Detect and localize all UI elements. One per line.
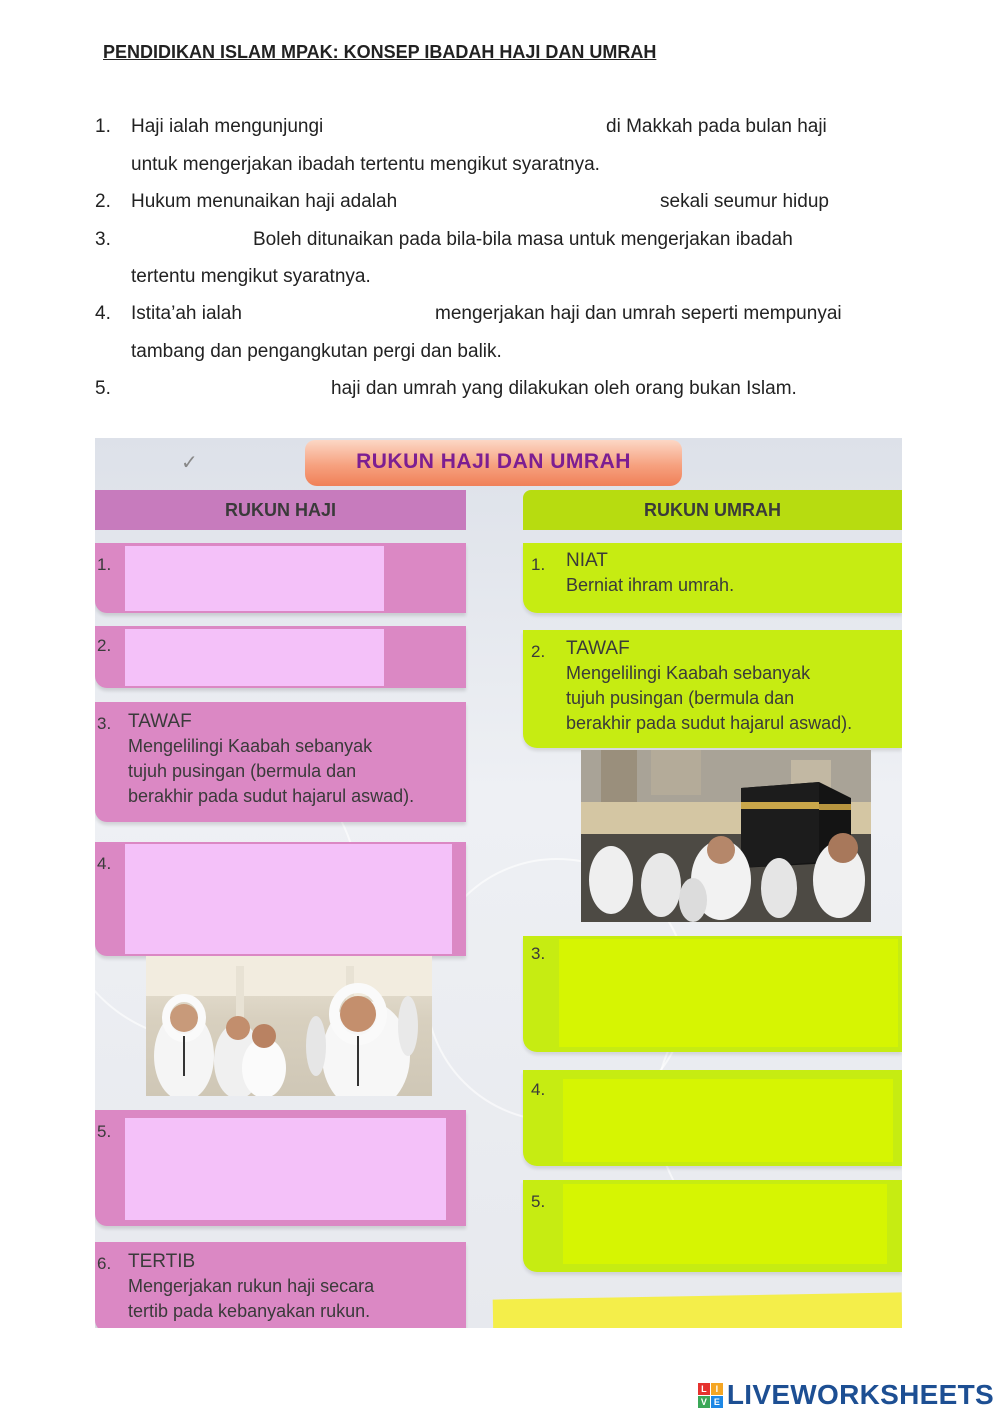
umrah-item-1-text (566, 548, 734, 598)
q1-text-b: di Makkah pada bulan haji (606, 116, 827, 137)
logo-letter-l: L (698, 1383, 710, 1395)
logo-grid-icon (698, 1383, 723, 1408)
q2-text-b: sekali seumur hidup (660, 191, 829, 212)
q3-text-c: tertentu mengikut syaratnya. (131, 266, 371, 287)
umrah-item-2-line-3: berakhir pada sudut hajarul aswad). (566, 713, 853, 733)
haji-item-3-line-3: berakhir pada sudut hajarul aswad). (128, 786, 415, 806)
bird-icon: ✓ (181, 452, 198, 474)
haji-item-3-line-2: tujuh pusingan (bermula dan (128, 761, 357, 781)
umrah-item-2-text (566, 636, 852, 736)
haji-item-1 (95, 543, 466, 613)
q4-number: 4. (95, 303, 111, 324)
umrah-item-2-number: 2. (531, 642, 546, 661)
logo-letter-e: E (711, 1396, 723, 1408)
rukun-panel (95, 438, 902, 1328)
haji-item-3 (95, 702, 466, 822)
umrah-item-4 (523, 1070, 902, 1166)
haji-item-6-number: 6. (97, 1254, 112, 1273)
haji-answer-1[interactable] (125, 546, 384, 611)
haji-item-3-number: 3. (97, 714, 112, 733)
pilgrims-photo (146, 956, 432, 1096)
liveworksheets-logo (698, 1378, 994, 1412)
rukun-haji-header: RUKUN HAJI (95, 490, 466, 530)
q3-text-a: Boleh ditunaikan pada bila-bila masa untuk mengerjakan ibadah (253, 229, 793, 250)
haji-item-3-line-1: Mengelilingi Kaabah sebanyak (128, 736, 373, 756)
kaabah-photo (581, 750, 871, 922)
q3-number: 3. (95, 229, 111, 250)
umrah-item-2-title: TAWAF (566, 638, 630, 659)
haji-item-6-line-2: tertib pada kebanyakan rukun. (128, 1301, 371, 1321)
umrah-answer-4[interactable] (563, 1079, 893, 1162)
haji-item-2-number: 2. (97, 636, 112, 655)
umrah-item-3 (523, 936, 902, 1052)
umrah-item-1-line-1: Berniat ihram umrah. (566, 575, 735, 595)
q2-text-a: Hukum menunaikan haji adalah (131, 191, 398, 212)
umrah-answer-5[interactable] (563, 1184, 887, 1264)
haji-item-6-title: TERTIB (128, 1251, 196, 1272)
haji-item-6-line-1: Mengerjakan rukun haji secara (128, 1276, 375, 1296)
haji-item-5 (95, 1110, 466, 1226)
kaabah-illustration (581, 750, 871, 922)
pilgrims-illustration (146, 956, 432, 1096)
brand-name: LIVEWORKSHEETS (726, 1379, 994, 1410)
umrah-item-2 (523, 630, 902, 748)
haji-item-3-title: TAWAF (128, 711, 192, 732)
logo-letter-i: I (711, 1383, 723, 1395)
umrah-item-4-number: 4. (531, 1080, 546, 1099)
haji-item-3-text (128, 709, 414, 809)
q4-text-b: mengerjakan haji dan umrah seperti mempunyai (435, 303, 842, 324)
haji-answer-4[interactable] (125, 844, 452, 954)
q2-number: 2. (95, 191, 111, 212)
umrah-item-3-number: 3. (531, 944, 546, 963)
q5-text-a: haji dan umrah yang dilakukan oleh orang bukan Islam. (331, 378, 797, 399)
haji-item-6 (95, 1242, 466, 1328)
decorative-strip (493, 1292, 902, 1328)
worksheet-title: PENDIDIKAN ISLAM MPAK: KONSEP IBADAH HAJI DAN UMRAH (103, 42, 657, 62)
umrah-item-1-title: NIAT (566, 550, 608, 571)
q1-number: 1. (95, 116, 111, 137)
haji-item-4-number: 4. (97, 854, 112, 873)
banner-title: RUKUN HAJI DAN UMRAH (356, 450, 631, 473)
q1-text-a: Haji ialah mengunjungi (131, 116, 324, 137)
haji-item-2 (95, 626, 466, 688)
q1-text-c: untuk mengerjakan ibadah tertentu mengikut syaratnya. (131, 154, 600, 175)
logo-letter-v: V (698, 1396, 710, 1408)
q4-text-c: tambang dan pengangkutan pergi dan balik. (131, 341, 502, 362)
umrah-item-5-number: 5. (531, 1192, 546, 1211)
haji-item-1-number: 1. (97, 555, 112, 574)
umrah-item-5 (523, 1180, 902, 1272)
haji-answer-2[interactable] (125, 629, 384, 686)
rukun-umrah-header: RUKUN UMRAH (523, 490, 902, 530)
haji-item-5-number: 5. (97, 1122, 112, 1141)
umrah-item-1 (523, 543, 902, 613)
haji-item-6-text (128, 1249, 374, 1324)
umrah-item-2-line-2: tujuh pusingan (bermula dan (566, 688, 795, 708)
umrah-item-2-line-1: Mengelilingi Kaabah sebanyak (566, 663, 811, 683)
haji-item-4 (95, 842, 466, 956)
umrah-item-1-number: 1. (531, 555, 546, 574)
banner-ribbon (305, 440, 682, 486)
q5-number: 5. (95, 378, 111, 399)
haji-answer-5[interactable] (125, 1118, 446, 1220)
q4-text-a: Istita’ah ialah (131, 303, 242, 324)
umrah-answer-3[interactable] (559, 939, 898, 1047)
